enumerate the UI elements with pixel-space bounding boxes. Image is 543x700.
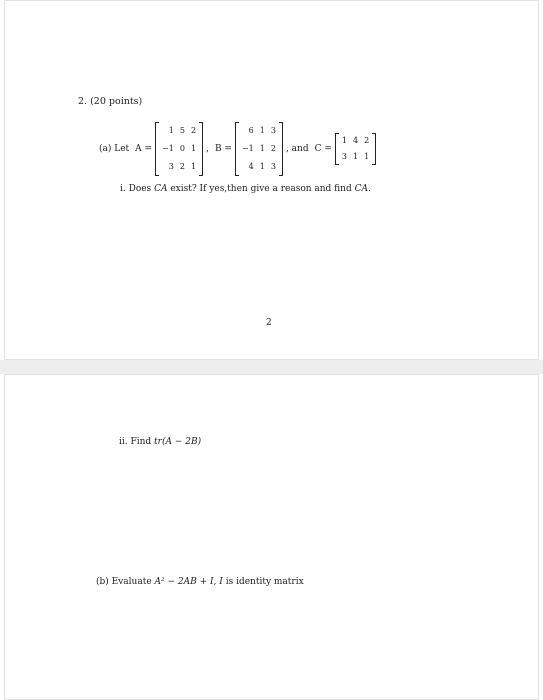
part-a-prefix: (a) Let: [99, 144, 130, 154]
page-2: [4, 374, 539, 700]
matrix-b-cell: −1: [241, 144, 254, 153]
problem-heading: 2. (20 points): [78, 96, 143, 107]
part-b-suffix: is identity matrix: [225, 577, 304, 587]
matrix-a-cell: −1: [162, 144, 174, 153]
matrix-c-cell: 1: [341, 136, 347, 145]
question-i-var: CA: [354, 184, 368, 194]
matrix-b: [235, 122, 283, 176]
question-i: [120, 184, 371, 194]
matrix-b-cell: 1: [259, 144, 265, 153]
matrix-b-cell: 3: [270, 162, 276, 171]
matrix-b-cell: 4: [248, 162, 254, 171]
matrix-c-cell: 1: [364, 152, 370, 161]
matrix-c-cell: 4: [352, 136, 359, 145]
question-i-end: .: [368, 184, 371, 194]
part-b-expression: A² − 2AB + I, I: [154, 577, 223, 587]
matrix-b-cell: 1: [259, 126, 265, 135]
matrix-b-label: B =: [214, 144, 232, 154]
matrix-a-cell: 1: [168, 126, 174, 135]
matrix-b-cell: 1: [259, 162, 265, 171]
page-1: [4, 0, 539, 360]
part-b-statement: [96, 577, 304, 587]
matrix-a-cell: 5: [179, 126, 185, 135]
matrix-b-cell: 6: [248, 126, 254, 135]
page-number: 2: [266, 318, 272, 328]
question-ii: [119, 437, 201, 447]
question-i-middle: exist? If yes,then give a reason and find: [170, 184, 352, 194]
matrix-c-label: C =: [314, 144, 332, 154]
question-i-prefix: i. Does: [120, 184, 152, 194]
question-ii-expression: tr(A − 2B): [154, 437, 202, 447]
matrix-a-label: A =: [135, 144, 153, 154]
matrix-b-cell: 3: [270, 126, 276, 135]
separator-comma: ,: [206, 144, 209, 154]
matrix-c-cell: 2: [364, 136, 370, 145]
matrix-b-cell: 2: [270, 144, 276, 153]
matrix-a-cell: 1: [190, 162, 197, 171]
matrix-a-cell: 2: [179, 162, 185, 171]
matrix-c-cell: 3: [341, 152, 347, 161]
page-gap: [0, 360, 543, 374]
separator-and: , and: [285, 144, 309, 154]
part-a-statement: [96, 118, 376, 180]
question-i-var: CA: [154, 184, 168, 194]
matrix-a-cell: 3: [168, 162, 174, 171]
matrix-a: [155, 122, 203, 176]
matrix-a-cell: 1: [190, 144, 197, 153]
matrix-c: [335, 133, 376, 165]
question-ii-prefix: ii. Find: [119, 437, 152, 447]
part-b-prefix: (b) Evaluate: [96, 577, 152, 587]
matrix-c-cell: 1: [352, 152, 359, 161]
matrix-a-cell: 2: [190, 126, 197, 135]
matrix-a-cell: 0: [179, 144, 185, 153]
